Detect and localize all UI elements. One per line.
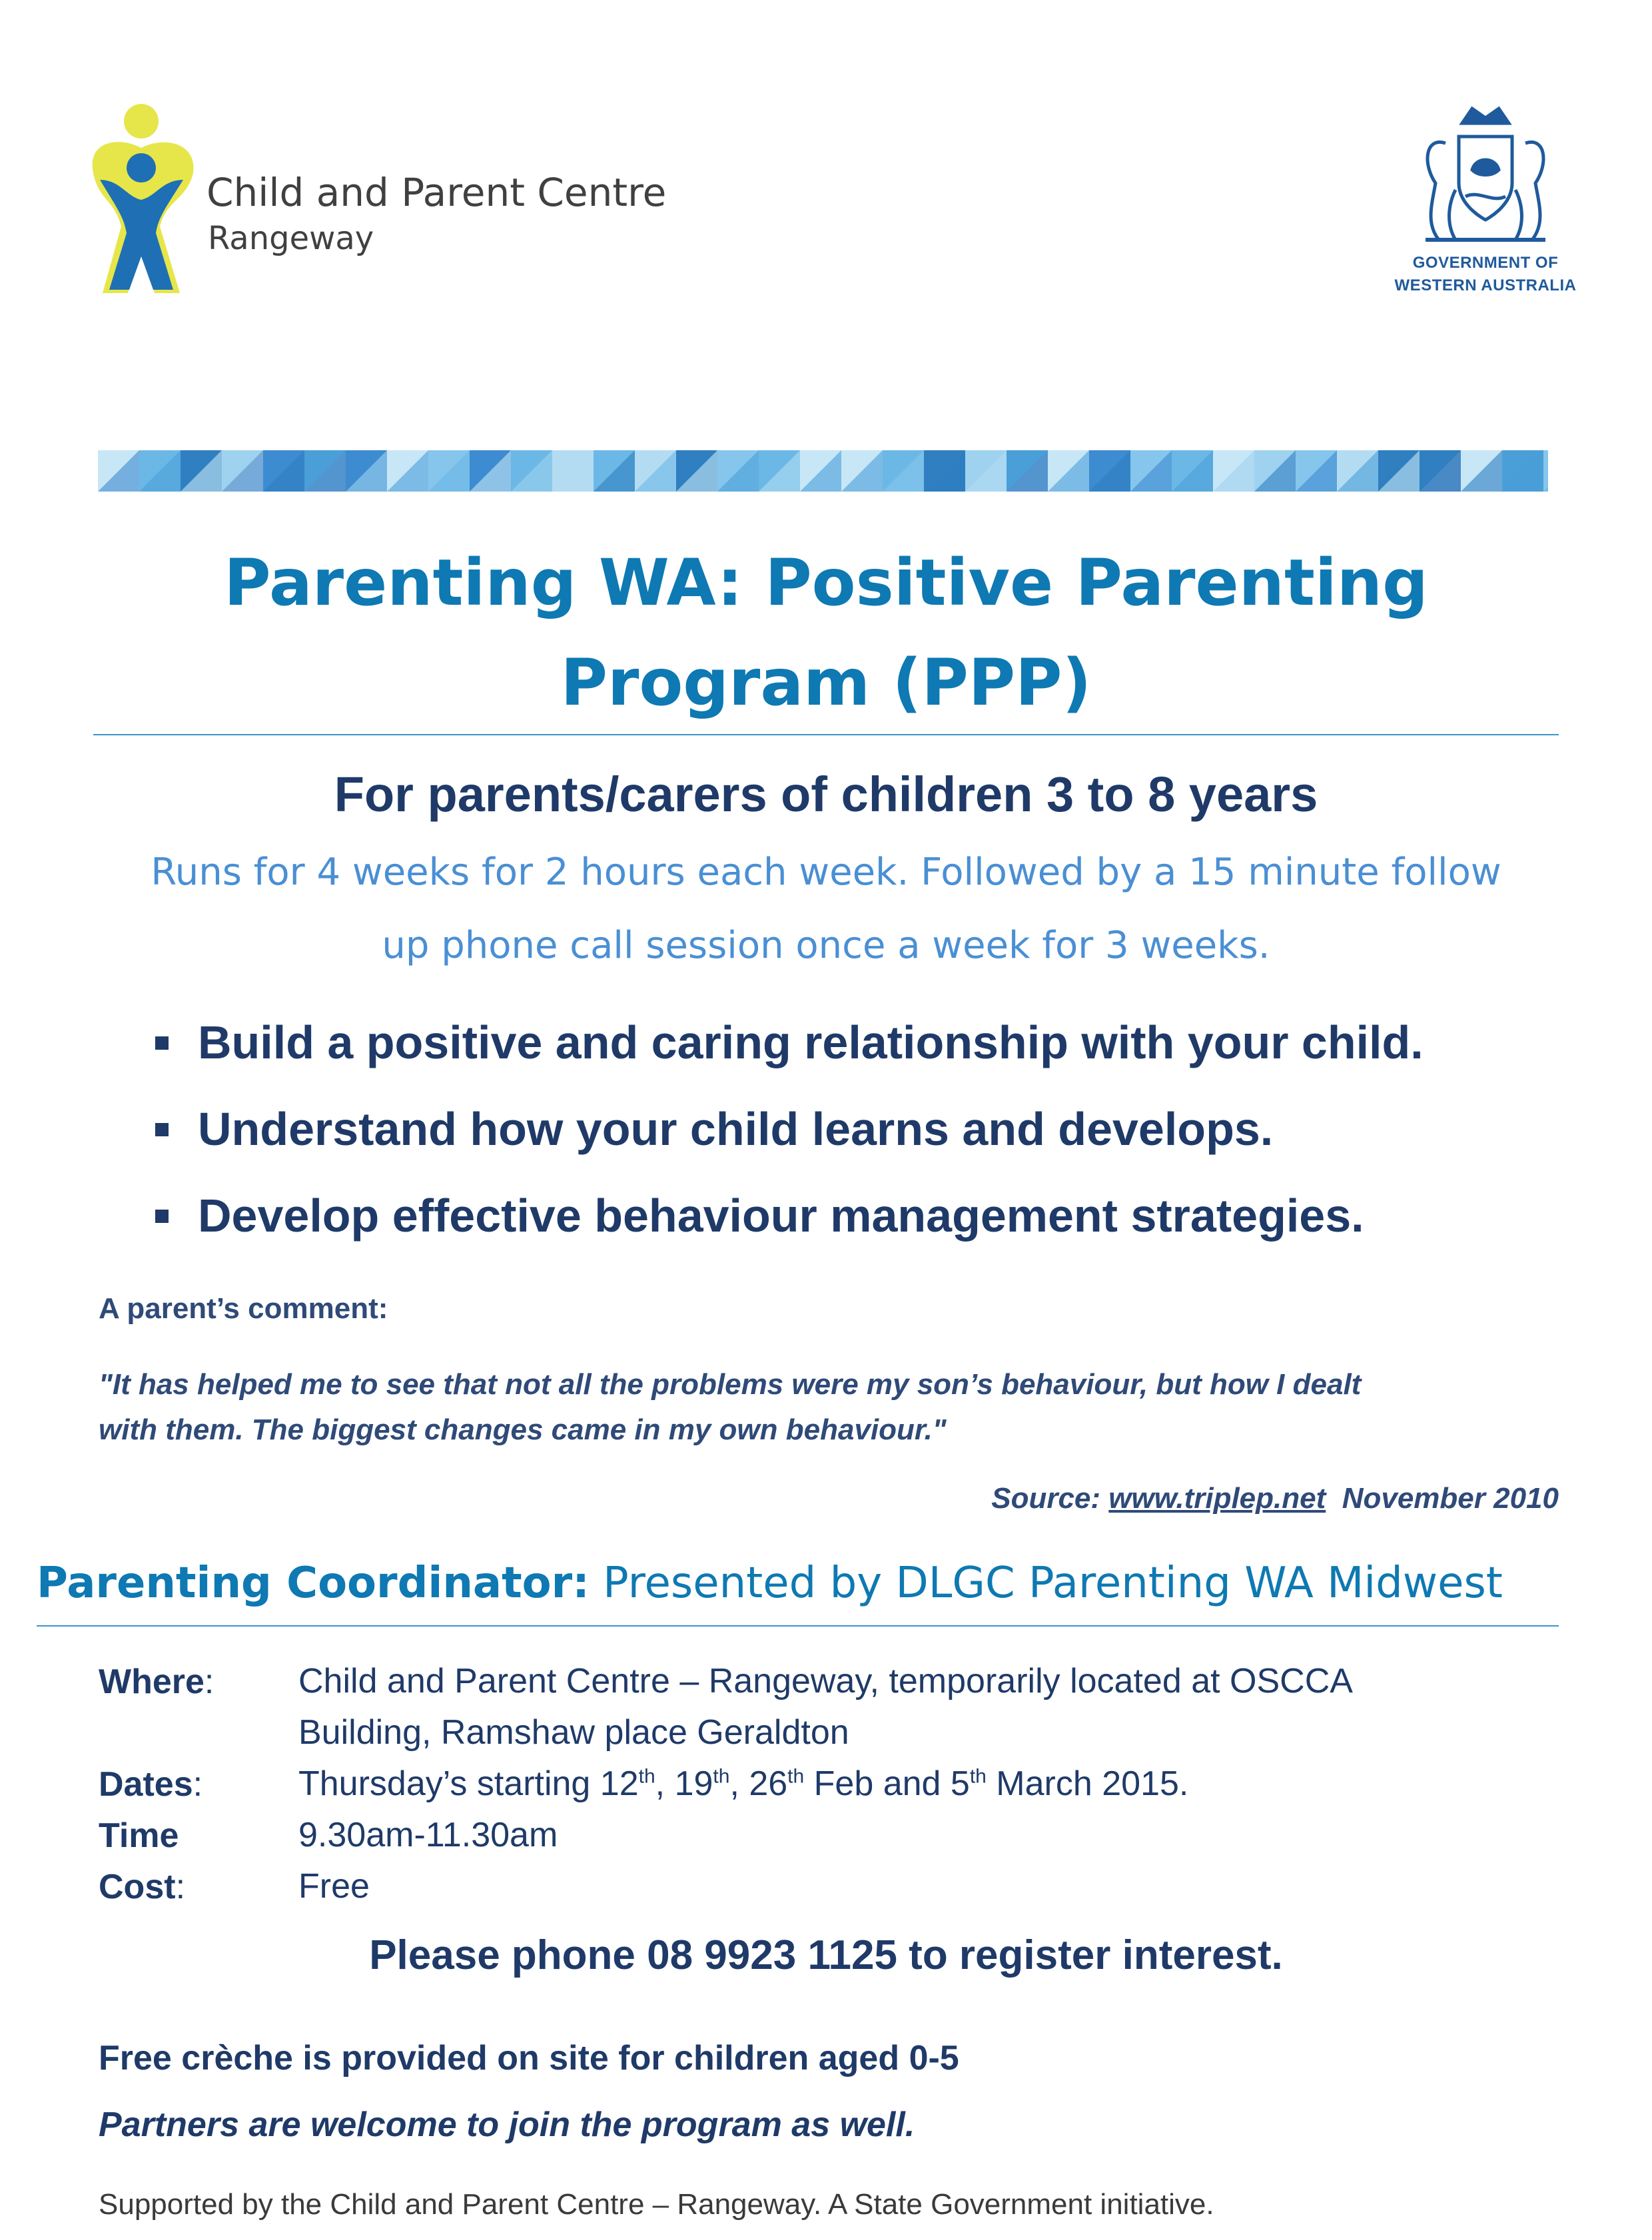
where-value: Child and Parent Centre – Rangeway, temporarily located at OSCCA Building, Ramshaw place Geraldton: [298, 1662, 1353, 1752]
benefit-list: [150, 999, 1549, 1259]
testimonial-quote: "It has helped me to see that not all the problems were my son’s behaviour, but how I dealt with them. The biggest changes came in my own behaviour.": [99, 1368, 1362, 1446]
schedule-line-1: Runs for 4 weeks for 2 hours each week. Followed by a 15 minute follow: [151, 851, 1501, 894]
title-line-2: Program (PPP): [560, 645, 1092, 720]
cost-label: Cost:: [99, 1868, 186, 1906]
government-logo: [1379, 97, 1592, 303]
family-figure-icon: [80, 100, 213, 300]
testimonial-label: A parent’s comment:: [99, 1292, 388, 1325]
org-name: Child and Parent Centre: [206, 170, 667, 215]
source-link[interactable]: www.triplep.net: [1108, 1482, 1326, 1515]
time-label: Time: [99, 1816, 179, 1855]
dates-label: Dates:: [99, 1765, 203, 1804]
partners-note: Partners are welcome to join the program as well.: [99, 2105, 915, 2144]
dates-value: Thursday’s starting 12th, 19th, 26th Feb and 5th March 2015.: [298, 1764, 1189, 1803]
bullet-square-icon: [155, 1210, 169, 1223]
page-title: [93, 533, 1559, 733]
creche-note: Free crèche is provided on site for children aged 0-5: [99, 2039, 959, 2077]
title-divider: [93, 734, 1559, 735]
gov-name-line1: GOVERNMENT OF: [1412, 254, 1559, 272]
bullet-square-icon: [155, 1036, 169, 1050]
coordinator-heading: [37, 1559, 1503, 1608]
org-location: Rangeway: [208, 220, 374, 257]
cpc-logo: [80, 100, 733, 300]
decorative-tile-band: [98, 450, 1548, 492]
benefit-item: Understand how your child learns and develops.: [150, 1086, 1549, 1172]
audience-subtitle: For parents/carers of children 3 to 8 years: [334, 767, 1318, 822]
schedule-line-2: up phone call session once a week for 3 weeks.: [382, 924, 1270, 967]
gov-name-line2: WESTERN AUSTRALIA: [1394, 276, 1577, 294]
band-tile: [1543, 450, 1548, 492]
supported-by-footer: Supported by the Child and Parent Centre – Rangeway. A State Government initiative.: [99, 2188, 1214, 2221]
time-value: 9.30am-11.30am: [298, 1816, 558, 1854]
where-label: Where:: [99, 1663, 214, 1701]
wa-crest-icon: [1399, 97, 1572, 250]
register-call-to-action: Please phone 08 9923 1125 to register interest.: [369, 1932, 1283, 1978]
program-schedule-info: [93, 836, 1559, 982]
coordinator-value: Presented by DLGC Parenting WA Midwest: [603, 1559, 1503, 1608]
benefit-item: Build a positive and caring relationship with your child.: [150, 999, 1549, 1086]
cost-value: Free: [298, 1867, 370, 1906]
coordinator-divider: [37, 1625, 1559, 1627]
title-line-1: Parenting WA: Positive Parenting: [224, 546, 1428, 620]
bullet-square-icon: [155, 1123, 169, 1136]
coordinator-label: Parenting Coordinator:: [37, 1559, 590, 1608]
benefit-item: Develop effective behaviour management strategies.: [150, 1172, 1549, 1259]
testimonial-source: Source: www.triplep.net November 2010: [991, 1482, 1559, 1515]
